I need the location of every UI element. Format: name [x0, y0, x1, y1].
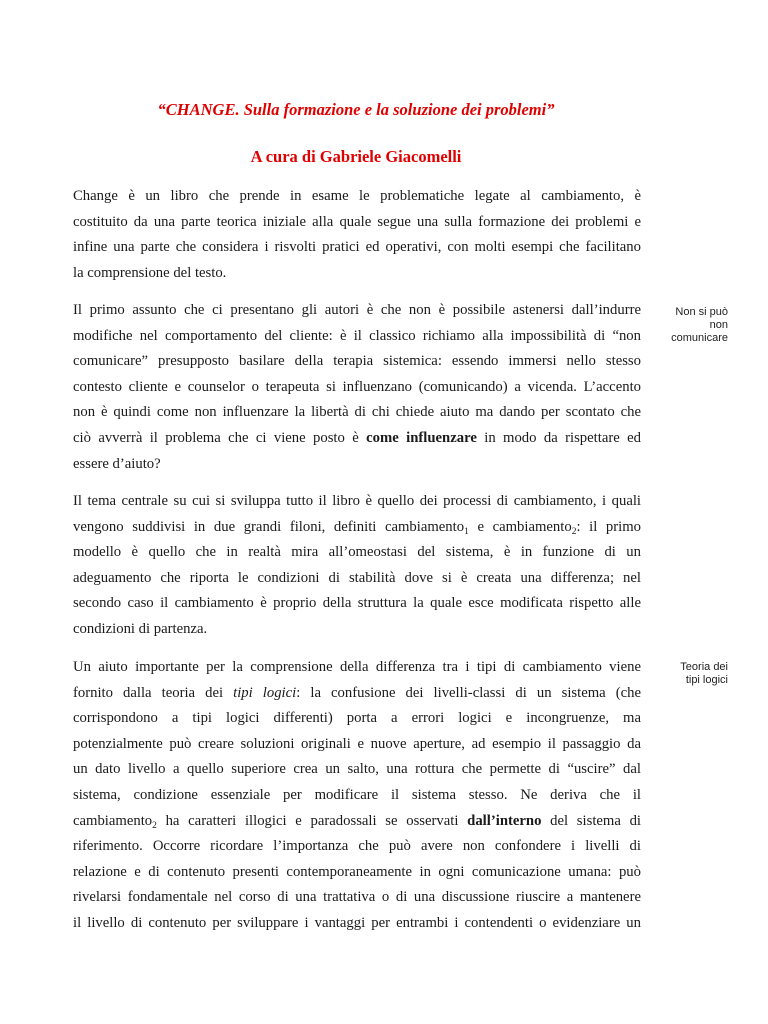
paragraph-non-comunicare — [73, 298, 641, 477]
document-title: “CHANGE. Sulla formazione e la soluzione dei problemi” — [157, 100, 555, 119]
text-line: cambiamento$_2$ ha caratteri illogici e paradossali se osservati dall’interno del sistema di — [73, 812, 641, 831]
text-line: il livello di contenuto per sviluppare i vantaggi per entrambi i contendenti o evidenziare un — [73, 914, 641, 931]
italic-phrase: tipi logici — [233, 684, 297, 701]
text-line: Il primo assunto che ci presentano gli autori è che non è possibile astenersi dall’indurre — [73, 302, 641, 318]
margin-note-line: Non si può — [675, 306, 728, 318]
text-line: rivelarsi fondamentale nel corso di una trattativa o di una discussione riuscire a mantenere — [73, 889, 641, 906]
text-line: contesto cliente e counselor o terapeuta si influenzano (comunicando) a vicenda. L’accento — [73, 378, 641, 395]
margin-note-line: Teoria dei — [680, 661, 728, 673]
bold-phrase: come influenzare — [366, 429, 477, 446]
text-line: infine una parte che considera i risvolti pratici ed operativi, con molti esempi che facilitano — [73, 239, 641, 256]
margin-note-line: tipi logici — [685, 674, 728, 686]
margin-note-non-comunicare — [628, 306, 728, 345]
document-author: A cura di Gabriele Giacomelli — [250, 147, 462, 166]
text-line: fornito dalla teoria dei tipi logici: la confusione dei livelli-classi di un sistema (che — [73, 684, 641, 701]
text-line: modello è quello che in realtà mira all’omeostasi del sistema, è in funzione di un — [73, 544, 641, 561]
text-line: non è quindi come non influenzare la libertà di chi chiede aiuto ma dando per scontato che — [73, 404, 641, 421]
margin-note-tipi-logici — [628, 661, 728, 687]
text-line: Change è un libro che prende in esame le problematiche legate al cambiamento, è — [73, 188, 641, 204]
text-line: sistema, condizione essenziale per modificare il sistema stesso. Ne deriva che il — [73, 786, 641, 803]
margin-note-line: comunicare — [671, 332, 728, 344]
text-line: comunicare” presupposto basilare della terapia sistemica: essendo immersi nello stesso — [73, 353, 641, 370]
text-line: Un aiuto importante per la comprensione della differenza tra i tipi di cambiamento viene — [73, 659, 641, 675]
text-line: corrispondono a tipi logici differenti) porta a errori logici e incongruenze, ma — [73, 710, 641, 727]
subscript: 1 — [464, 526, 469, 537]
text-line: essere d’aiuto? — [73, 455, 161, 472]
text-line: condizioni di partenza. — [73, 620, 208, 637]
text-line: un dato livello a quello superiore crea un salto, una rottura che permette di “uscire” dal — [73, 761, 641, 778]
margin-note-line: non — [709, 319, 728, 331]
subscript: 2 — [152, 820, 157, 831]
text-line: la comprensione del testo. — [73, 264, 227, 281]
paragraph-intro — [73, 184, 641, 286]
text-line: Il tema centrale su cui si sviluppa tutto il libro è quello dei processi di cambiamento, i quali — [73, 493, 641, 509]
text-line: costituito da una parte teorica iniziale alla quale segue una sulla formazione dei problemi e — [73, 213, 641, 230]
paragraph-cambiamento — [73, 489, 641, 643]
text-line: adeguamento che riporta le condizioni di stabilità dove si è creata una differenza; nel — [73, 569, 641, 586]
subscript: 2 — [571, 526, 577, 537]
text-line: riferimento. Occorre ricordare l’importanza che può avere non confondere i livelli di — [73, 838, 641, 855]
text-line: potenzialmente può creare soluzioni originali e nuove aperture, ad esempio il passaggio da — [73, 735, 641, 752]
text-line: modifiche nel comportamento del cliente: è il classico richiamo alla impossibilità di “non — [73, 327, 641, 344]
text-line: vengono suddivisi in due grandi filoni, definiti cambiamento$_1$ e cambiamento$_2$: il primo — [73, 518, 641, 537]
paragraph-tipi-logici — [73, 655, 641, 937]
text-line: relazione e di contenuto presenti contemporaneamente in ogni comunicazione umana: può — [73, 863, 641, 880]
text-line: secondo caso il cambiamento è proprio della struttura la quale esce modificata rispetto alle — [73, 595, 641, 612]
bold-phrase: dall’interno — [467, 812, 542, 829]
text-line: ciò avverrà il problema che ci viene posto è come influenzare in modo da rispettare ed — [73, 429, 641, 446]
